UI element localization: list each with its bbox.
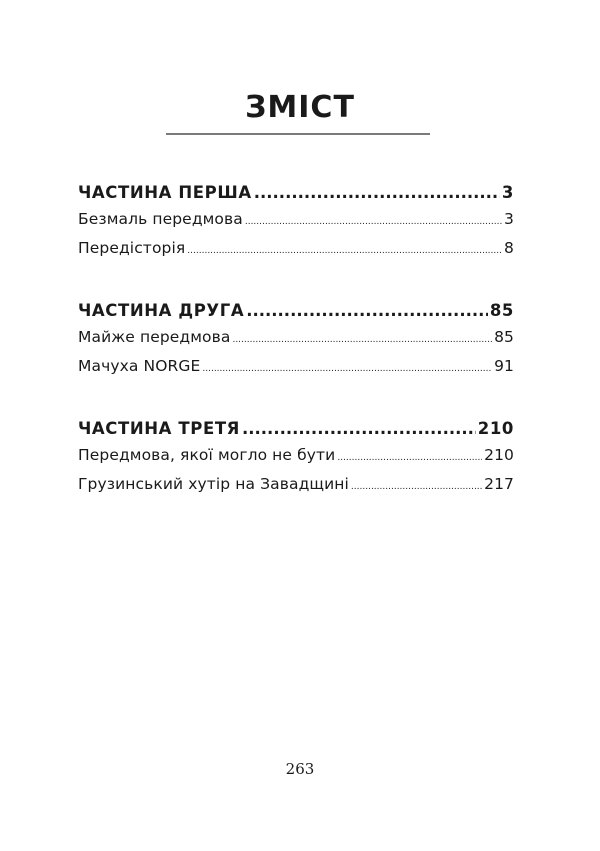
dot-leader	[187, 238, 502, 264]
chapter-title: Грузинський хутір на Завадщині	[78, 475, 349, 493]
page-number: 263	[285, 760, 315, 778]
toc-chapter-row[interactable]	[78, 206, 514, 235]
chapter-title: Передмова, якої могло не бути	[78, 446, 336, 464]
dot-leader	[242, 416, 476, 442]
toc-chapter-row[interactable]	[78, 471, 514, 500]
chapter-title: Майже передмова	[78, 328, 231, 346]
toc-section-part-2	[78, 298, 514, 382]
chapter-title: Передісторія	[78, 239, 186, 257]
chapter-title: Безмаль передмова	[78, 210, 243, 228]
dot-leader	[245, 209, 502, 235]
chapter-page-number: 85	[494, 328, 514, 346]
toc-section-part-1	[78, 180, 514, 264]
dot-leader	[232, 327, 492, 353]
toc-chapter-row[interactable]	[78, 235, 514, 264]
toc-part-row[interactable]	[78, 298, 514, 324]
part-title: ЧАСТИНА ТРЕТЯ	[78, 419, 240, 438]
part-page-number: 210	[477, 419, 514, 438]
part-page-number: 3	[501, 183, 514, 202]
chapter-page-number: 217	[484, 475, 514, 493]
dot-leader	[246, 298, 488, 324]
part-title: ЧАСТИНА ПЕРША	[78, 183, 252, 202]
title-underline	[166, 133, 430, 135]
chapter-page-number: 210	[484, 446, 514, 464]
part-title: ЧАСТИНА ДРУГА	[78, 301, 245, 320]
toc-chapter-row[interactable]	[78, 324, 514, 353]
dot-leader	[202, 356, 492, 382]
dot-leader	[351, 474, 482, 500]
dot-leader	[254, 180, 500, 206]
toc-part-row[interactable]	[78, 416, 514, 442]
table-of-contents	[78, 180, 514, 534]
chapter-page-number: 3	[504, 210, 514, 228]
toc-chapter-row[interactable]	[78, 442, 514, 471]
toc-part-row[interactable]	[78, 180, 514, 206]
chapter-title: Мачуха NORGE	[78, 357, 201, 375]
dot-leader	[337, 445, 482, 471]
page-title: ЗМІСТ	[245, 90, 355, 125]
part-page-number: 85	[489, 301, 514, 320]
chapter-page-number: 91	[494, 357, 514, 375]
toc-section-part-3	[78, 416, 514, 500]
chapter-page-number: 8	[504, 239, 514, 257]
toc-chapter-row[interactable]	[78, 353, 514, 382]
